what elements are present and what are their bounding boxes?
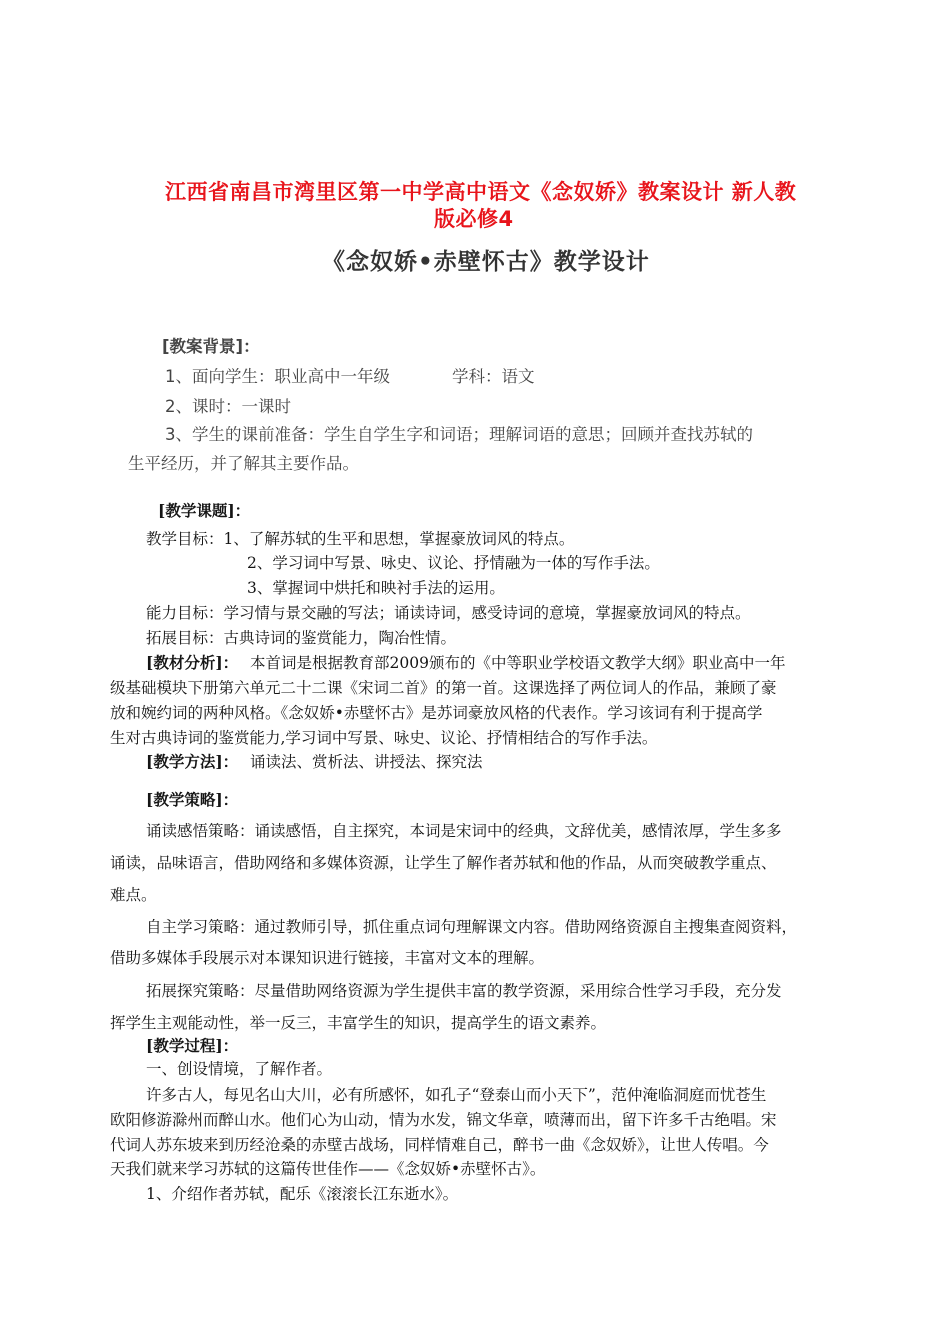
topic-heading: [教学课题]：	[158, 501, 251, 520]
analysis-heading: [教材分析]：	[146, 653, 239, 672]
lesson-subtitle: 《念奴娇•赤壁怀古》教学设计	[322, 249, 650, 275]
teaching-goal-line-2: 2、学习词中写景、咏史、议论、抒情融为一体的写作手法。	[247, 554, 660, 572]
method-text: 诵读法、赏析法、讲授法、探究法	[250, 753, 483, 771]
background-item-students: 1、面向学生：职业高中一年级	[165, 367, 390, 386]
background-item-prep-line-1: 3、学生的课前准备：学生自学生字和词语；理解词语的意思；回顾并查找苏轼的	[165, 425, 753, 444]
strategy-explore-line-2: 挥学生主观能动性，举一反三，丰富学生的知识，提高学生的语文素养。	[110, 1014, 607, 1032]
extension-goal: 拓展目标：古典诗词的鉴赏能力，陶冶性情。	[146, 629, 457, 647]
document-title-line-1: 江西省南昌市湾里区第一中学高中语文《念奴娇》教案设计 新人教	[165, 180, 797, 204]
analysis-line-2: 级基础模块下册第六单元二十二课《宋词二首》的第一首。这课选择了两位词人的作品，兼顾了豪	[110, 679, 777, 697]
analysis-line-1: 本首词是根据教育部2009颁布的《中等职业学校语文教学大纲》职业高中一年	[250, 654, 786, 672]
analysis-line-3: 放和婉约词的两种风格。《念奴娇•赤壁怀古》是苏词豪放风格的代表作。学习该词有利于提高学	[110, 704, 763, 722]
teaching-goal-line-3: 3、掌握词中烘托和映衬手法的运用。	[247, 579, 505, 597]
strategy-heading: [教学策略]：	[146, 790, 239, 809]
process-paragraph-line-2: 欧阳修游滁州而醉山水。他们心为山动，情为水发，锦文华章，喷薄而出，留下许多千古绝唱。宋	[110, 1111, 777, 1129]
process-paragraph-line-4: 天我们就来学习苏轼的这篇传世佳作——《念奴娇•赤壁怀古》。	[110, 1160, 546, 1178]
process-paragraph-line-3: 代词人苏东坡来到历经沧桑的赤壁古战场，同样情难自己，醉书一曲《念奴娇》，让世人传唱。今	[110, 1136, 769, 1154]
process-heading: [教学过程]：	[146, 1036, 239, 1055]
ability-goal: 能力目标：学习情与景交融的写法；诵读诗词，感受诗词的意境，掌握豪放词风的特点。	[146, 604, 751, 622]
background-item-prep-line-2: 生平经历，并了解其主要作品。	[128, 454, 359, 473]
background-heading: [教案背景]：	[162, 337, 260, 356]
strategy-self-study-line-1: 自主学习策略：通过教师引导，抓住重点词句理解课文内容。借助网络资源自主搜集查阅资料，	[146, 918, 798, 936]
strategy-recite-line-3: 难点。	[110, 886, 157, 904]
strategy-self-study-line-2: 借助多媒体手段展示对本课知识进行链接，丰富对文本的理解。	[110, 949, 545, 967]
analysis-line-4: 生对古典诗词的鉴赏能力,学习词中写景、咏史、议论、抒情相结合的写作手法。	[110, 729, 658, 747]
background-item-hours: 2、课时：一课时	[165, 397, 291, 416]
background-item-subject: 学科：语文	[452, 367, 535, 386]
teaching-goal-line-1: 教学目标：1、了解苏轼的生平和思想，掌握豪放词风的特点。	[146, 530, 575, 548]
method-heading: [教学方法]：	[146, 752, 239, 771]
process-step-1: 一、创设情境，了解作者。	[146, 1060, 333, 1078]
process-item-1: 1、介绍作者苏轼，配乐《滚滚长江东逝水》。	[146, 1185, 459, 1203]
strategy-explore-line-1: 拓展探究策略：尽量借助网络资源为学生提供丰富的教学资源，采用综合性学习手段，充分发	[146, 982, 782, 1000]
document-title-line-2: 版必修4	[434, 207, 514, 231]
process-paragraph-line-1: 许多古人，每见名山大川，必有所感怀，如孔子“登泰山而小天下”，范仲淹临洞庭而忧苍生	[146, 1086, 767, 1104]
strategy-recite-line-2: 诵读，品味语言，借助网络和多媒体资源，让学生了解作者苏轼和他的作品，从而突破教学重点、	[110, 854, 777, 872]
strategy-recite-line-1: 诵读感悟策略：诵读感悟，自主探究，本词是宋词中的经典，文辞优美，感情浓厚，学生多多	[146, 822, 782, 840]
